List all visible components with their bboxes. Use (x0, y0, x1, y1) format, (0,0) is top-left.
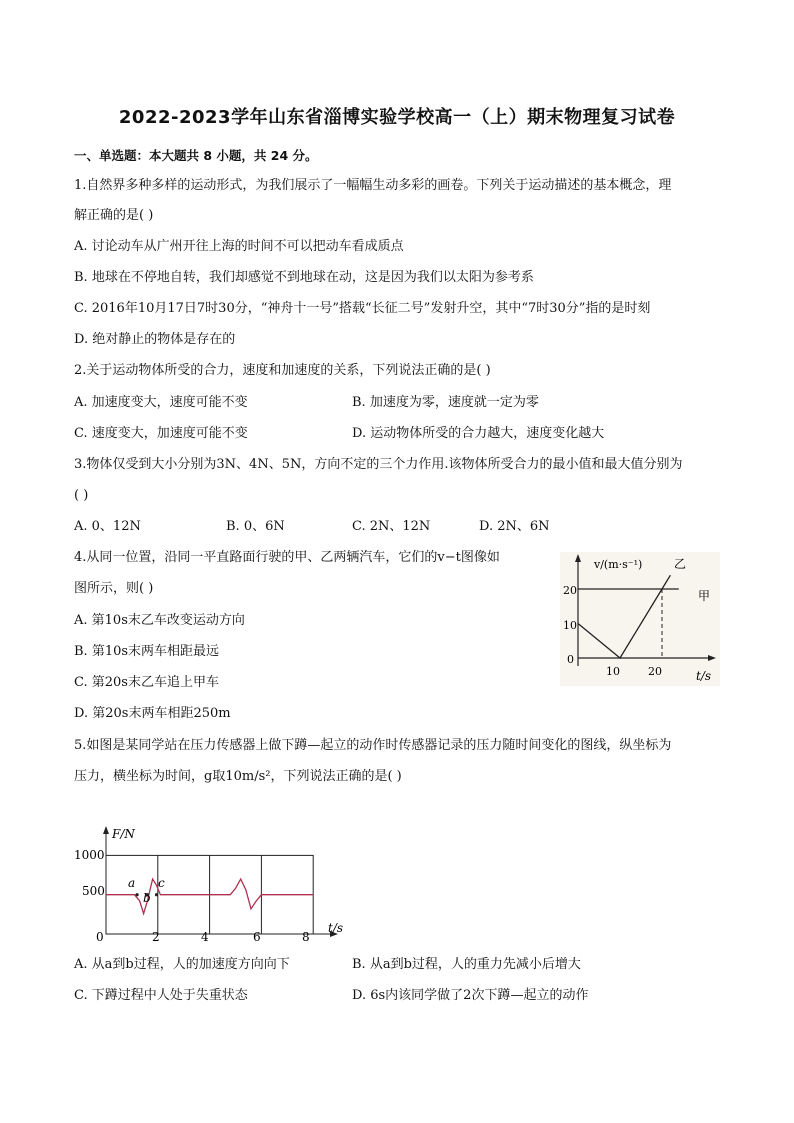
question-4-stem-cont: 图所示，则( ) (74, 581, 154, 596)
question-4-option-d[interactable]: D. 第20s末两车相距250m (74, 706, 231, 721)
q4-y-tick-0: 0 (567, 653, 574, 666)
q4-y-tick-10: 10 (563, 619, 577, 632)
question-4-option-b[interactable]: B. 第10s末两车相距最远 (74, 644, 220, 659)
q4-series-label-jia: 甲 (698, 589, 711, 603)
question-5-option-d[interactable]: D. 6s内该同学做了2次下蹲—起立的动作 (352, 988, 589, 1003)
q5-y-axis-arrow (103, 826, 109, 834)
q4-x-tick-10: 10 (606, 665, 620, 678)
q4-vt-graph (560, 552, 720, 686)
question-5-option-b[interactable]: B. 从a到b过程，人的重力先减小后增大 (352, 957, 581, 972)
question-5-option-a[interactable]: A. 从a到b过程，人的加速度方向向下 (74, 957, 290, 972)
question-2-option-a[interactable]: A. 加速度变大，速度可能不变 (74, 395, 248, 410)
q5-grid (103, 826, 338, 937)
q4-x-axis-label: t/s (696, 669, 712, 683)
section-heading: 一、单选题：本大题共 8 小题，共 24 分。 (74, 148, 318, 163)
question-1-option-c[interactable]: C. 2016年10月17日7时30分，“神舟十一号”搭载“长征二号”发射升空，其中“7时30分”指的是时刻 (74, 301, 651, 316)
q5-x-axis-label: t/s (328, 921, 344, 935)
q5-point-label-c: c (158, 876, 165, 890)
q4-y-tick-20: 20 (563, 584, 577, 597)
question-3-stem-cont: ( ) (74, 488, 89, 503)
q4-series-label-yi: 乙 (674, 557, 687, 571)
question-4-stem: 4.从同一位置，沿同一平直路面行驶的甲、乙两辆汽车，它们的v−t图像如 (74, 550, 500, 565)
question-3-option-a[interactable]: A. 0、12N (74, 519, 141, 534)
q5-point-label-b: b (143, 891, 151, 905)
q4-x-tick-20: 20 (648, 665, 662, 678)
question-1-option-a[interactable]: A. 讨论动车从广州开往上海的时间不可以把动车看成质点 (74, 239, 404, 254)
q5-x-tick-8: 8 (302, 930, 310, 944)
question-1-stem-cont: 解正确的是( ) (74, 208, 154, 223)
question-5-stem: 5.如图是某同学站在压力传感器上做下蹲—起立的动作时传感器记录的压力随时间变化的图线，纵坐标为 (74, 738, 672, 753)
q4-y-axis-label: v/(m·s⁻¹) (594, 558, 643, 571)
q5-point-a (135, 893, 138, 896)
q5-point-c (155, 893, 158, 896)
question-3-option-c[interactable]: C. 2N、12N (352, 519, 431, 534)
question-1-option-b[interactable]: B. 地球在不停地自转，我们却感觉不到地球在动，这是因为我们以太阳为参考系 (74, 270, 534, 285)
question-4-option-c[interactable]: C. 第20s末乙车追上甲车 (74, 675, 219, 690)
q5-y-tick-500: 500 (82, 884, 105, 898)
q5-x-tick-2: 2 (152, 930, 160, 944)
question-2-stem: 2.关于运动物体所受的合力，速度和加速度的关系，下列说法正确的是( ) (74, 363, 491, 378)
question-2-option-b[interactable]: B. 加速度为零，速度就一定为零 (352, 395, 539, 410)
question-5-stem-cont: 压力，横坐标为时间，g取10m/s²，下列说法正确的是( ) (74, 769, 402, 784)
question-1-stem: 1.自然界多种多样的运动形式，为我们展示了一幅幅生动多彩的画卷。下列关于运动描述的基本概念，理 (74, 178, 672, 193)
question-3-option-b[interactable]: B. 0、6N (226, 519, 285, 534)
q5-x-tick-0: 0 (96, 930, 104, 944)
paper-title: 2022-2023学年山东省淄博实验学校高一（上）期末物理复习试卷 (118, 107, 676, 128)
question-3-option-d[interactable]: D. 2N、6N (479, 519, 550, 534)
q5-x-tick-4: 4 (201, 930, 209, 944)
question-5-option-c[interactable]: C. 下蹲过程中人处于失重状态 (74, 988, 248, 1003)
q5-force-time-graph (70, 822, 360, 947)
q5-x-tick-6: 6 (253, 930, 261, 944)
question-4-option-a[interactable]: A. 第10s末乙车改变运动方向 (74, 613, 245, 628)
q5-y-axis-label: F/N (112, 827, 135, 841)
question-2-option-c[interactable]: C. 速度变大，加速度可能不变 (74, 426, 248, 441)
question-1-option-d[interactable]: D. 绝对静止的物体是存在的 (74, 332, 236, 347)
question-3-stem: 3.物体仅受到大小分别为3N、4N、5N，方向不定的三个力作用.该物体所受合力的最小值和最大值分别为 (74, 457, 683, 472)
q5-point-label-a: a (128, 876, 136, 890)
question-2-option-d[interactable]: D. 运动物体所受的合力越大，速度变化越大 (352, 426, 605, 441)
q5-y-tick-1000: 1000 (74, 848, 105, 862)
